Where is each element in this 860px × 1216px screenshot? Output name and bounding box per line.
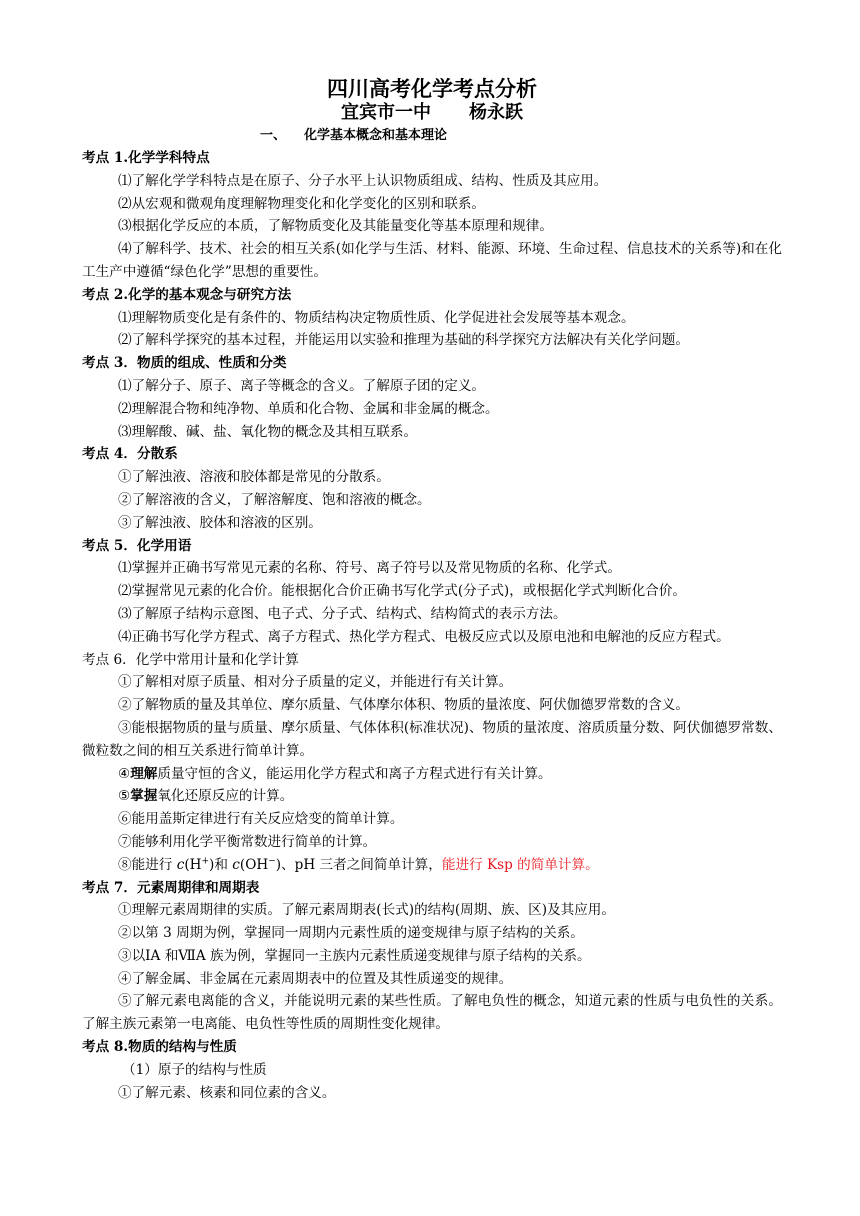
topic-item: ⑦能够利用化学平衡常数进行简单的计算。 <box>118 833 377 850</box>
topic-item: ①理解元素周期律的实质。了解元素周期表(长式)的结构(周期、族、区)及其应用。 <box>118 902 615 919</box>
author-line <box>82 102 782 124</box>
topic-item: ①了解浊液、溶液和胶体都是常见的分散系。 <box>118 469 390 486</box>
section-title: 化学基本概念和基本理论 <box>304 128 448 143</box>
concentration-symbol: c <box>176 856 185 873</box>
topic-item: ⑥能用盖斯定律进行有关反应焓变的简单计算。 <box>118 811 404 828</box>
item-number: ⑤ <box>118 788 131 805</box>
highlighted-text: 能进行 Ksp 的简单计算。 <box>441 856 599 873</box>
author-name: 杨永跃 <box>469 102 523 123</box>
topic-item: ②了解物质的量及其单位、摩尔质量、气体摩尔体积、物质的量浓度、阿伏伽德罗常数的含义。 <box>118 697 689 714</box>
topic-item: ⑵从宏观和微观角度理解物理变化和化学变化的区别和联系。 <box>118 195 486 212</box>
subtopic-heading: （1）原子的结构与性质 <box>122 1061 267 1078</box>
topic-item: ⑶理解酸、碱、盐、氧化物的概念及其相互联系。 <box>118 423 418 440</box>
item-number: ④ <box>118 765 131 782</box>
topic-item-4 <box>82 763 782 786</box>
superscript-minus: − <box>268 856 276 867</box>
item-text: ⑧能进行 <box>118 856 177 873</box>
author-school: 宜宾市一中 <box>341 102 431 123</box>
topic-item: ⑴掌握并正确书写常见元素的名称、符号、离子符号以及常见物质的名称、化学式。 <box>118 560 621 577</box>
item-text: 质量守恒的含义，能运用化学方程式和离子方程式进行有关计算。 <box>157 765 552 782</box>
topic-item: ②了解溶液的含义，了解溶解度、饱和溶液的概念。 <box>118 491 431 508</box>
topic-heading: 考点 4．分散系 <box>82 446 178 463</box>
section-number: 一、 <box>260 128 287 143</box>
topic-item: ⑶根据化学反应的本质，了解物质变化及其能量变化等基本原理和规律。 <box>118 218 553 235</box>
superscript-plus: + <box>201 856 210 867</box>
topic-item: ⑴理解物质变化是有条件的、物质结构决定物质性质、化学促进社会发展等基本观念。 <box>118 309 635 326</box>
topic-item: ⑤了解元素电离能的含义，并能说明元素的某些性质。了解电负性的概念，知道元素的性质与电负性的关系。了解主族元素第一电离能、电负性等性质的周期性变化规律。 <box>82 993 782 1033</box>
topic-item: ⑴了解化学学科特点是在原子、分子水平上认识物质组成、结构、性质及其应用。 <box>118 172 608 189</box>
formula-oh: (OH <box>239 856 269 873</box>
topic-item: ⑶了解原子结构示意图、电子式、分子式、结构式、结构简式的表示方法。 <box>118 605 567 622</box>
topic-heading: 考点 2.化学的基本观念与研究方法 <box>82 286 292 303</box>
topic-item: ⑴了解分子、原子、离子等概念的含义。了解原子团的定义。 <box>118 377 486 394</box>
topic-item: ③能根据物质的量与质量、摩尔质量、气体体积(标准状况)、物质的量浓度、溶质质量分数、阿伏伽德罗常数、微粒数之间的相互关系进行简单计算。 <box>82 719 782 759</box>
item-text: 氧化还原反应的计算。 <box>157 788 294 805</box>
topic-item: ⑵掌握常见元素的化合价。能根据化合价正确书写化学式(分子式)，或根据化学式判断化合价。 <box>118 583 686 600</box>
item-text: )和 <box>209 856 233 873</box>
topic-item: ⑷正确书写化学方程式、离子方程式、热化学方程式、电极反应式以及原电池和电解池的反应方程式。 <box>118 628 730 645</box>
document-title: 四川高考化学考点分析 <box>327 77 537 101</box>
topic-item: ①了解元素、核素和同位素的含义。 <box>118 1084 336 1101</box>
topic-heading: 考点 3．物质的组成、性质和分类 <box>82 355 287 372</box>
item-text: )、pH 三者之间简单计算， <box>275 856 442 873</box>
item-bold-verb: 掌握 <box>130 788 158 805</box>
formula-h: (H <box>184 856 202 873</box>
topic-item: ③以ⅠA 和ⅦA 族为例，掌握同一主族内元素性质递变规律与原子结构的关系。 <box>118 947 591 964</box>
topic-item: ④了解金属、非金属在元素周期表中的位置及其性质递变的规律。 <box>118 970 513 987</box>
topic-heading: 考点 6．化学中常用计量和化学计算 <box>82 651 299 668</box>
topic-heading: 考点 5．化学用语 <box>82 537 192 554</box>
topic-heading: 考点 1.化学学科特点 <box>82 150 210 166</box>
topic-heading: 考点 8.物质的结构与性质 <box>82 1039 237 1056</box>
topic-item: ③了解浊液、胶体和溶液的区别。 <box>118 514 322 531</box>
topic-item: ①了解相对原子质量、相对分子质量的定义，并能进行有关计算。 <box>118 674 513 691</box>
topic-item: ②以第 3 周期为例，掌握同一周期内元素性质的递变规律与原子结构的关系。 <box>118 925 584 942</box>
topic-item: ⑵理解混合物和纯净物、单质和化合物、金属和非金属的概念。 <box>118 400 499 417</box>
section-heading <box>260 124 782 147</box>
topic-item: ⑵了解科学探究的基本过程，并能运用以实验和推理为基础的科学探究方法解决有关化学问题。 <box>118 332 689 349</box>
topic-item: ⑷了解科学、技术、社会的相互关系(如化学与生活、材料、能源、环境、生命过程、信息技术的关系等)和在化工生产中遵循“绿色化学”思想的重要性。 <box>82 241 782 280</box>
topic-item-8 <box>82 854 782 877</box>
item-bold-verb: 理解 <box>130 765 158 782</box>
topic-item-5 <box>82 785 782 808</box>
topic-heading: 考点 7．元素周期律和周期表 <box>82 879 260 896</box>
concentration-symbol: c <box>232 856 240 873</box>
document-page <box>82 76 782 1104</box>
